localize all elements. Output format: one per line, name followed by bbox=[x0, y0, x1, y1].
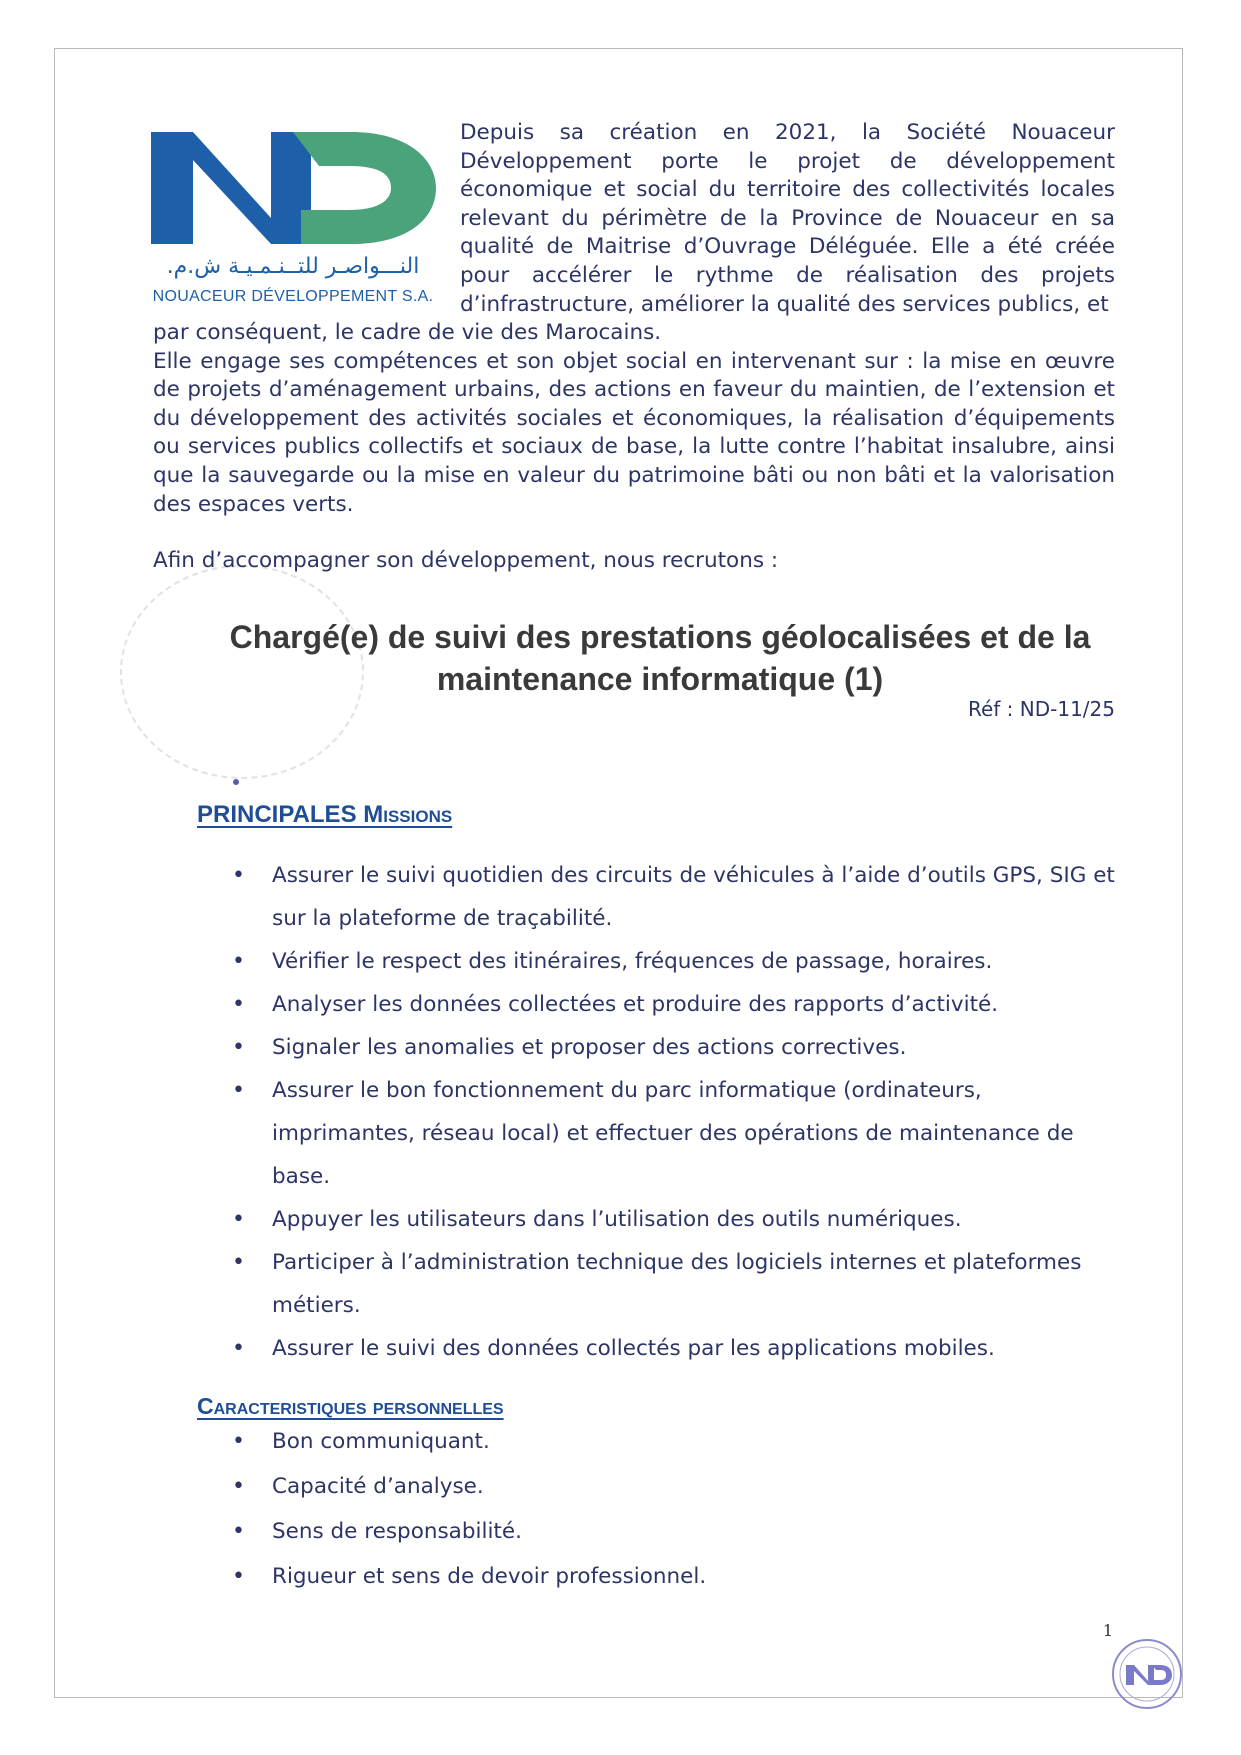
list-item: • Rigueur et sens de devoir professionnel. bbox=[232, 1554, 1122, 1599]
caracteristiques-list bbox=[232, 1419, 1122, 1599]
list-item: • Assurer le suivi quotidien des circuits de véhicules à l’aide d’outils GPS, SIG et sur la plateforme de traçabilité. bbox=[232, 854, 1122, 940]
job-title bbox=[180, 616, 1140, 700]
page-number: 1 bbox=[1102, 1621, 1113, 1640]
list-item: • Sens de responsabilité. bbox=[232, 1509, 1122, 1554]
caracteristiques-heading: Caracteristiques personnelles bbox=[197, 1393, 504, 1419]
intro-paragraph: Depuis sa création en 2021, la Société Nouaceur Développement porte le projet de développement économique et social du territoire des collectivités locales relevant du périmètre de la Province de Nouaceur en sa qualité de Maitrise d’Ouvrage Déléguée. Elle a été créée pour accélérer le rythme de réalisation des projets d’infrastructure, améliorer la qualité des services publics, et bbox=[460, 120, 1115, 317]
intro-paragraph-end: par conséquent, le cadre de vie des Marocains. bbox=[153, 320, 662, 345]
list-item: • Bon communiquant. bbox=[232, 1419, 1122, 1464]
list-item: • Signaler les anomalies et proposer des actions correctives. bbox=[232, 1026, 1122, 1069]
job-reference: Réf : ND-11/25 bbox=[967, 697, 1115, 721]
corner-stamp bbox=[1108, 1635, 1186, 1713]
list-item: • Vérifier le respect des itinéraires, fréquences de passage, horaires. bbox=[232, 940, 1122, 983]
ink-dot bbox=[233, 779, 239, 785]
list-item: • Capacité d’analyse. bbox=[232, 1464, 1122, 1509]
recruit-lead: Afin d’accompagner son développement, nous recrutons : bbox=[153, 548, 779, 573]
intro-continuation bbox=[153, 319, 1115, 519]
missions-list bbox=[232, 854, 1122, 1370]
missions-heading: PRINCIPALES Missions bbox=[197, 801, 453, 828]
job-title-line-1: Chargé(e) de suivi des prestations géolocalisées et de la bbox=[229, 619, 1091, 655]
list-item: • Assurer le suivi des données collectés par les applications mobiles. bbox=[232, 1327, 1122, 1370]
logo-latin-name: NOUACEUR DÉVELOPPEMENT S.A. bbox=[152, 288, 434, 305]
intro-paragraph-2: Elle engage ses compétences et son objet social en intervenant sur : la mise en œuvre de projets d’aménagement urbains, des actions en faveur du maintien, de l’extension et du développement des activités sociales et économiques, la réalisation d’équipements ou services publics collectifs et sociaux de base, la lutte contre l’habitat insalubre, ainsi que la sauvegarde ou la mise en valeur du patrimoine bâti ou non bâti et la valorisation des espaces verts. bbox=[153, 348, 1115, 517]
list-item: • Analyser les données collectées et produire des rapports d’activité. bbox=[232, 983, 1122, 1026]
list-item: • Participer à l’administration technique des logiciels internes et plateformes métiers. bbox=[232, 1241, 1122, 1327]
list-item: • Assurer le bon fonctionnement du parc informatique (ordinateurs, imprimantes, réseau local) et effectuer des opérations de maintenance de base. bbox=[232, 1069, 1122, 1198]
logo-arabic-name: النـــواصـر للتــنـمـيـة ش.م. bbox=[166, 254, 420, 279]
company-logo bbox=[143, 126, 443, 316]
nd-logo-mark bbox=[151, 126, 441, 248]
list-item: • Appuyer les utilisateurs dans l’utilisation des outils numériques. bbox=[232, 1198, 1122, 1241]
job-title-line-2: maintenance informatique (1) bbox=[436, 661, 884, 697]
